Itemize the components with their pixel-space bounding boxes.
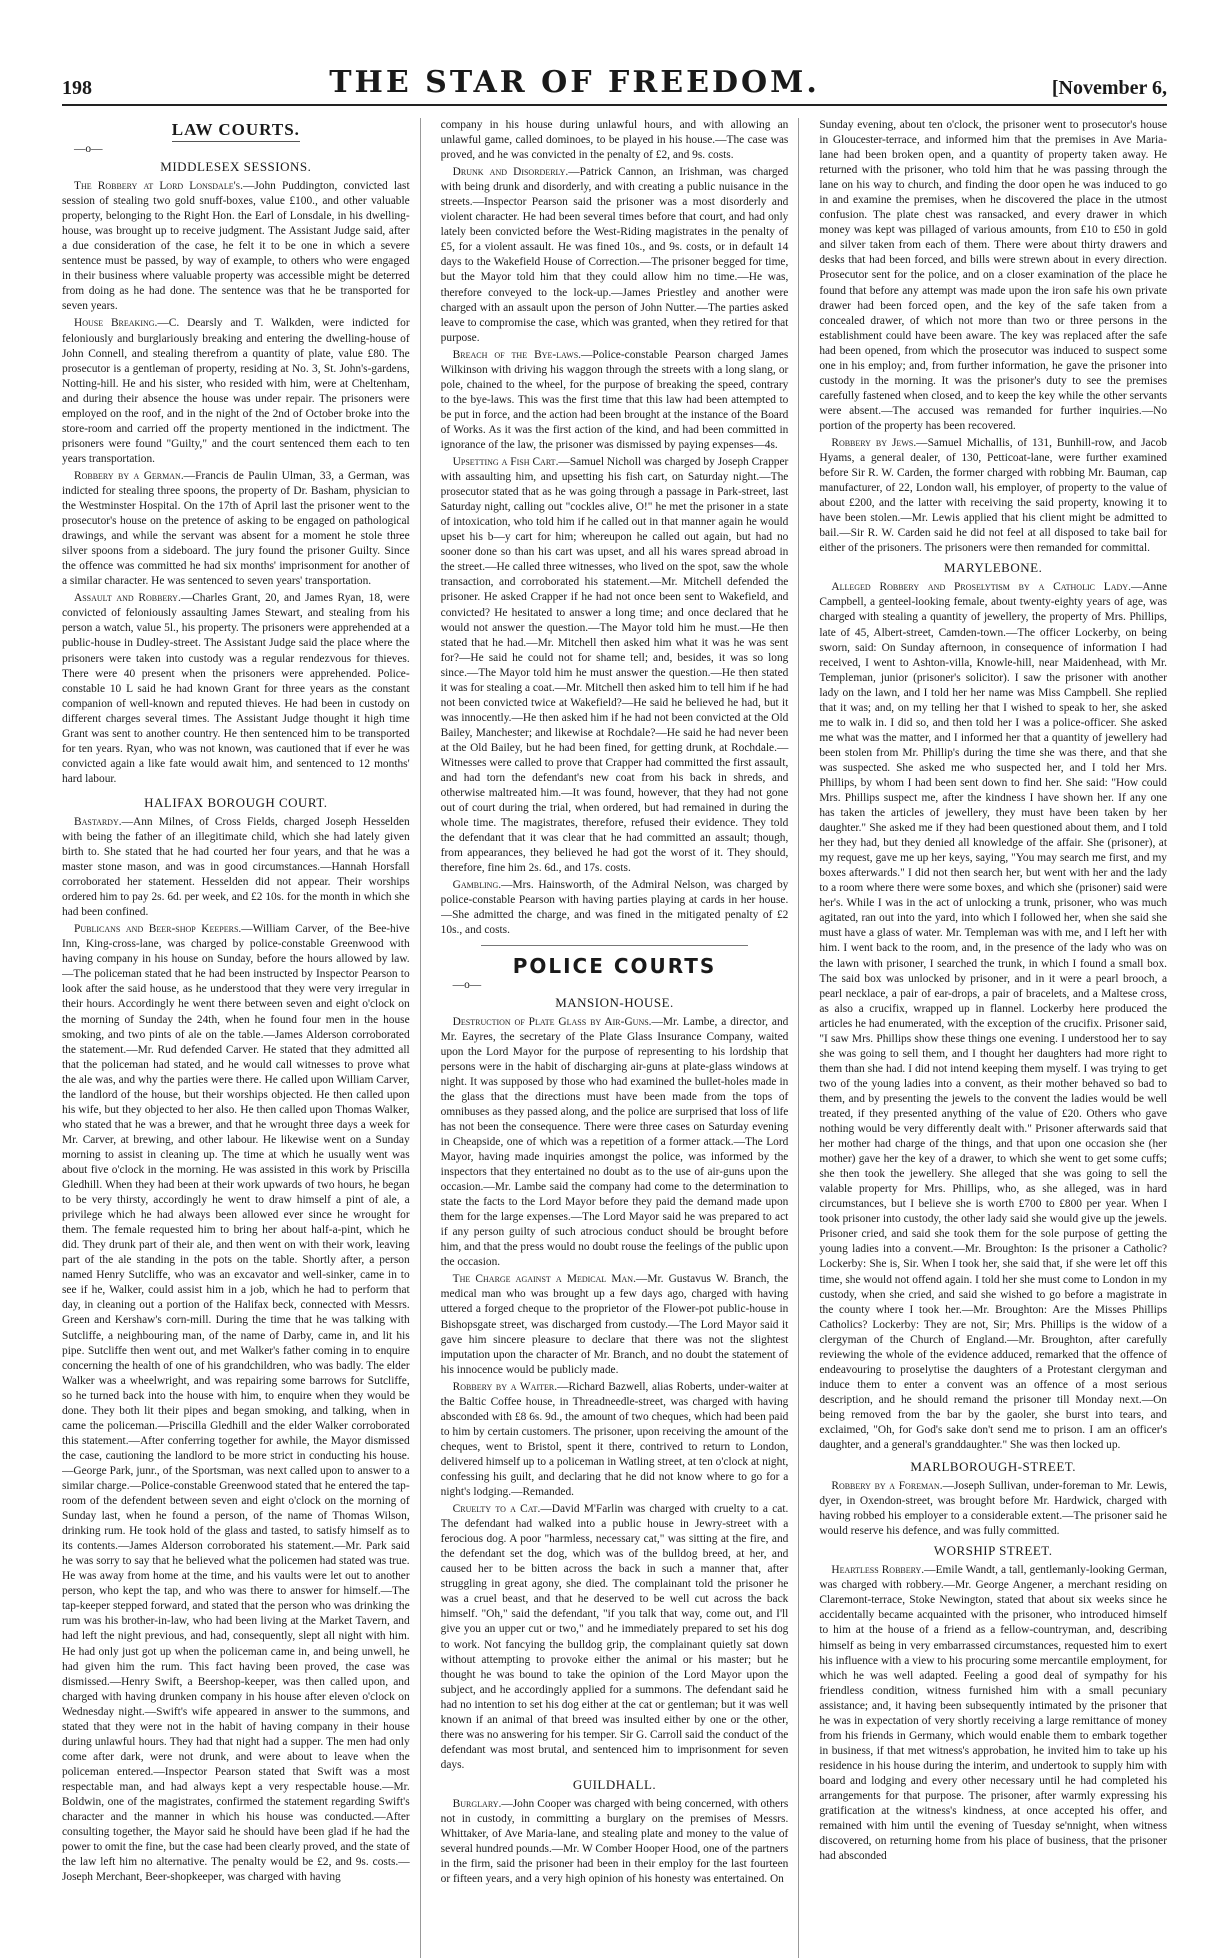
column-2 bbox=[441, 118, 800, 1958]
paragraph-text: —Mr. Gustavus W. Branch, the medical man who was brought up a few days ago, charged with having uttered a forged cheque to the proprietor of the Flower-pot public-house in Bishopsgate street, was discharged from custody.—The Lord Mayor said it gave him sincere pleasure to declare that there was not the slightest imputation upon the character of Mr. Branch, and no doubt the statement of his innocence would be publicly made. bbox=[440, 1273, 789, 1376]
subheading-middlesex-sessions: MIDDLESEX SESSIONS. bbox=[160, 159, 312, 175]
issue-date: [November 6, bbox=[1051, 77, 1167, 99]
subheading-marylebone: MARYLEBONE. bbox=[944, 560, 1043, 576]
article-paragraph bbox=[62, 179, 410, 314]
article-paragraph bbox=[441, 165, 789, 346]
article-paragraph bbox=[62, 815, 410, 920]
article-paragraph bbox=[441, 1272, 789, 1377]
article-paragraph bbox=[441, 878, 789, 938]
subheading-marlborough-street: MARLBOROUGH-STREET. bbox=[910, 1459, 1076, 1475]
column-1 bbox=[62, 118, 421, 1958]
section-title-law-courts: LAW COURTS. bbox=[172, 120, 300, 142]
paragraph-lead: Breach of the Bye-laws. bbox=[452, 348, 581, 361]
article-paragraph bbox=[441, 1380, 789, 1500]
paragraph-text: —David M'Farlin was charged with cruelty to a cat. The defendant had walked into a public house in Jewry-street with a ferocious dog. A poor "harmless, necessary cat," was sitting at the fire, and the defendant set the dog, which was of the bulldog breed, at her, and caused her to be bitten across the back in such a manner that, after struggling in great agony, she died. The complainant told the prisoner he was a cruel beast, and that he deserved to be well cut across the back himself. "Oh," said the defendant, "if you talk that way, come out, and I'll give you an upper cut or two," and he immediately prepared to set his dog to work. Not fancying the bulldog grip, the complainant quietly sat down without attempting to provoke either the animal or his master; but he thought he was bound to take the opinion of the Lord Mayor upon the subject, and he accordingly applied for a summons. The defendant said he had no intention to set his dog either at the cat or gentleman; but it was well known if an animal of that breed was insulted either by one or the other, there was no answering for his temper. Sir G. Carroll said the conduct of the defendant was most brutal, and sentenced him to imprisonment for seven days. bbox=[440, 1503, 789, 1771]
paragraph-text: —Richard Bazwell, alias Roberts, under-waiter at the Baltic Coffee house, in Threadneedle-street, was charged with having absconded with £8 6s. 9d., the amount of two cheques, which had been paid to him by certain customers. The prisoner, upon receiving the amount of the cheques, went to Bristol, spent it there, contrived to return to London, delivered himself up to a policeman in Watling street, at ten o'clock at night, confessing his guilt, and declaring that he did not know where to go for a night's lodging.—Remanded. bbox=[440, 1380, 789, 1499]
paragraph-lead: Robbery by a German. bbox=[74, 469, 184, 482]
paragraph-text: company in his house during unlawful hours, and with allowing an unlawful game, called dominoes, to be played in his house.—The case was proved, and he was convicted in the penalty of £2, and 9s. costs. bbox=[440, 119, 789, 162]
paragraph-text: —Mr. Lambe, a director, and Mr. Eayres, the secretary of the Plate Glass Insurance Company, waited upon the Lord Mayor for the purpose of representing to his lordship that persons were in the habit of discharging air-guns at plate-glass windows at night. It was supposed by those who had examined the bullet-holes made in the glass that the directions must have been made from the tops of omnibuses as they passed along, and the police are surprised that loss of life has not been the consequence. There were three cases on Saturday evening in Cheapside, one of which was a repetition of a former attack.—The Lord Mayor, having made inquiries amongst the police, was informed by the inspectors that they entertained no doubt as to the use of air-guns upon the occasion.—Mr. Lambe said the company had come to the determination to state the facts to the Lord Mayor before they paid the demand made upon them for the large expenses.—The Lord Mayor said he was prepared to act if any person guilty of such atrocious conduct should be brought before him, and that the press would no doubt rouse the feelings of the public upon the occasion. bbox=[440, 1015, 789, 1269]
article-paragraph bbox=[441, 1502, 789, 1773]
paragraph-text: —Ann Milnes, of Cross Fields, charged Joseph Hesselden with being the father of an illegitimate child, which she had lately given birth to. She stated that he had courted her four years, and that he was a master stone mason, and was in good circumstances.—Hannah Horsfall corroborated her statement. Hesselden did not appear. Their worships ordered him to pay 2s. 6d. per week, and £2 10s. for the month in which she had been confined. bbox=[62, 815, 410, 919]
paragraph-lead: Gambling. bbox=[452, 879, 502, 892]
paragraph-text: —John Cooper was charged with being concerned, with others not in custody, in committing a burglary on the premises of Messrs. Whittaker, of Ave Maria-lane, and stealing plate and money to the value of several hundred pounds.—Mr. W Comber Hooper Hood, one of the partners in the firm, said the prisoner had been in their employ for the last fourteen or fifteen years, and a very high opinion of his honesty was entertained. On bbox=[440, 1797, 789, 1886]
paragraph-lead: Heartless Robbery. bbox=[831, 1564, 925, 1577]
paragraph-lead: Burglary. bbox=[452, 1797, 502, 1810]
paragraph-text: —Francis de Paulin Ulman, 33, a German, was indicted for stealing three spoons, the property of Dr. Basham, physician to the Westminster Hospital. On the 17th of April last the prisoner went to the prosecutor's house on the pretence of asking to be engaged on pathological drawings, and while the servant was absent for a moment he stole three silver spoons from a sideboard. The jury found the prisoner Guilty. Since the offence was committed he had six months' imprisonment for another of a similar character. He was sentenced to seven years' transportation. bbox=[62, 469, 410, 588]
article-paragraph bbox=[819, 118, 1167, 434]
article-paragraph bbox=[819, 1563, 1167, 1864]
paragraph-lead: Drunk and Disorderly. bbox=[452, 166, 569, 179]
page-number: 198 bbox=[62, 77, 92, 99]
paragraph-lead: Robbery by Jews. bbox=[831, 436, 917, 449]
paragraph-text: —John Puddington, convicted last session of stealing two gold snuff-boxes, value £100., and other valuable property, belonging to the Right Hon. the Earl of Lonsdale, in his dwelling-house, was brought up to receive judgment. The Assistant Judge said, after a due consideration of the case, he felt it to be one in which a severe sentence must be passed, by way of example, to others who were engaged in their business where valuable property was accessible might be deterred from doing as he had done. The sentence was that he be transported for seven years. bbox=[62, 180, 410, 313]
paragraph-lead: Destruction of Plate Glass by Air-Guns. bbox=[452, 1015, 652, 1028]
paragraph-lead: Publicans and Beer-shop Keepers. bbox=[74, 923, 242, 936]
column-3 bbox=[819, 118, 1167, 1958]
section-title-police-courts: POLICE COURTS bbox=[512, 953, 717, 978]
paragraph-text: —Mrs. Hainsworth, of the Admiral Nelson, was charged by police-constable Pearson with having parties playing at cards in her house.—She admitted the charge, and was fined in the mitigated penalty of £2 10s., and costs. bbox=[440, 879, 789, 937]
paragraph-text: —Joseph Sullivan, under-foreman to Mr. Lewis, dyer, in Oxendon-street, was brought before Mr. Hardwick, charged with having robbed his employer to a considerable extent.—The prisoner said he would reserve his defence, and was fully committed. bbox=[819, 1480, 1168, 1538]
paragraph-lead: Upsetting a Fish Cart. bbox=[452, 456, 559, 469]
newspaper-title: THE STAR OF FREEDOM. bbox=[329, 65, 820, 100]
paragraph-lead: Bastardy. bbox=[74, 815, 122, 828]
paragraph-lead: Alleged Robbery and Proselytism by a Catholic Lady. bbox=[831, 581, 1131, 594]
paragraph-lead: Cruelty to a Cat. bbox=[452, 1503, 541, 1516]
paragraph-text: —William Carver, of the Bee-hive Inn, King-cross-lane, was charged by police-constable Greenwood with having company in his house on Sunday, before the hours allowed by law.—The policeman stated that he had been instructed by Inspector Pearson to look after the said house, as he understood that they were very irregular in their hours. Accordingly he went there between seven and eight o'clock on the morning of Sunday the 24th, when he found four men in the house smoking, and two pints of ale on the table.—James Alderson corroborated the statement.—Mr. Rud defended Carver. He stated that they admitted all that the policeman had stated, and he would call witnesses to prove what the ale was, and why the parties were there. He called upon William Carver, the landlord of the house, but their worships objected. He then called upon his wife, but they objected to her also. He then called upon Thomas Walker, who stated that he was a brewer, and that he wrought three days a week for Mr. Carver, at brewing, and other labour. He likewise went on a Sunday morning to assist in cleaning up. The time at which he usually went was about five o'clock in the morning. He was assisted in this work by Priscilla Gledhill. When they had been at their work upwards of two hours, he began to be very thirsty, accordingly he went to draw himself a pint of ale, a privilege which he had always been allowed ever since he wrought for them. The female requested him to bring her about half-a-pint, which he did. They drunk part of their ale, and then went on with their work, leaving part of the ale standing in the pots on the table. Shortly after, a person named Henry Sutcliffe, who was an excavator and well-sinker, came in to see if he, Walker, could assist him in a job, which he had to perform that day, in cleaning out a portion of the Halifax beck, connected with Messrs. Green and Kershaw's corn-mill. During the time that he was talking with Sutcliffe, a neighbouring man, of the name of Darby, came in, and lit his pipe. Sutcliffe then went out, and met Walker's father coming in to enquire concerning the health of one of his grandchildren, who was badly. The elder Walker was a wheelwright, and was repairing some barrows for Sutcliffe, so he turned back into the house with him, to enquire when they would be done. They both lit their pipes and began smoking, and talking, when in came the policeman.—Priscilla Gledhill and the elder Walker corroborated this statement.—After conferring together for awhile, the Mayor dismissed the case, cautioning the landlord to be more strict in conducting his house.—George Park, junr., of the Sportsman, was next called upon to answer to a similar charge.—Police-constable Greenwood stated that he entered the tap-room of the defendent between seven and eight o'clock on the morning of Sunday last, when he found a person, of the name of Thomas Wilson, drinking rum. He took hold of the glass and tasted, to satisfy himself as to its contents.—James Alderson corroborated his statement.—Mr. Park said he was sorry to say that he believed what the policemen had stated was true. He was away from home at the time, and his vaults were let out to another person, who kept the tap, and who was there to answer for himself.—The tap-keeper stepped forward, and stated that the person who was drinking the rum was his brother-in-law, who had been living at the Market Tavern, and had left the night previous, and had, consequently, slept all night with him. He had only just got up when the policeman came in, and being unwell, he had given him the rum. This fact having been proved, the case was dismissed.—Henry Swift, a Beershop-keeper, was then called upon, and charged with having drunken company in his house after eleven o'clock on Wednesday night.—Swift's wife appeared in answer to the summons, and stated that they were not in the habit of having company in their house during unlawful hours. They had that night had a supper. The men had only come after dark, were not drunk, and were about to leave when the policeman entered.—Inspector Pearson stated that Swift was a most respectable man, and had always kept a very respectable house.—Mr. Boldwin, one of the magistrates, confirmed the statement regarding Swift's character and the manner in which his house was conducted.—After consulting together, the Mayor said he should have been glad if he had the power to omit the fine, but the case had been clearly proved, and the state of the law left him no alternative. The penalty would be £2, and 9s. costs.—Joseph Merchant, Beer-shopkeeper, was charged with having bbox=[62, 923, 410, 1884]
subheading-halifax-borough-court: HALIFAX BOROUGH COURT. bbox=[144, 794, 328, 810]
divider: —o— bbox=[74, 143, 103, 155]
paragraph-lead: The Charge against a Medical Man. bbox=[452, 1273, 636, 1286]
subheading-mansion-house: MANSION-HOUSE. bbox=[555, 994, 674, 1010]
article-paragraph bbox=[819, 436, 1167, 556]
article-paragraph bbox=[441, 348, 789, 453]
paragraph-text: —Samuel Nicholl was charged by Joseph Crapper with assaulting him, and upsetting his fish cart, on Saturday night.—The prosecutor stated that as he was going through a passage in Park-street, last Saturday night, calling out "cockles alive, O!" he met the prisoner in a state of intoxication, who told him if he called out in that manner again he would upset his b—y cart for him; whereupon he called out again, but had no sooner done so than his cart was upset, and all his wares spread abroad in the street.—He called three witnesses, who lived on the spot, saw the whole transaction, and corroborated his statement.—Mr. Mitchell defended the prisoner. He asked Crapper if he had not once been sent to Wakefield, and convicted? He hesitated to answer a long time; and once declared that he would not answer the question.—The Mayor told him he must.—He then stated that he had.—Mr. Mitchell then asked him what it was he was sent for?—He said he could not for shame tell; and, besides, it was so long since.—The Mayor told him he must answer the question.—He then stated it was for stealing a coat.—Mr. Mitchell then asked him to tell him if he had not been convicted twice at Wakefield?—He said he believed he had, but it was innocently.—He then asked him if he had not been convicted at the Old Bailey, Manchester; and likewise at Rochdale?—He said he had never been at the Old Bailey, but he had been fined, for getting drunk, at Rochdale.—Witnesses were called to prove that Crapper had committed the first assault, and had torn the defendant's new coat from his back in shreds, and otherwise maltreated him.—It was found, however, that they had not gone out of court during the trial, when ordered, but had remained in during the whole time. The magistrates, therefore, refused their evidence. They told the defendant that it was clear that he had committed an assault; though, from appearances, they believed he had got the worst of it. They should, therefore, fine him 2s. 6d., and 17s. costs. bbox=[440, 456, 789, 875]
paragraph-text: —Patrick Cannon, an Irishman, was charged with being drunk and disorderly, and with creating a public nuisance in the streets.—Inspector Pearson said the prisoner was a most disorderly and violent character. He had been several times before that court, and had only lately been convicted before the West-Riding magistrates in the penalty of £5, for a violent assault. He was fined 10s., and 9s. costs, or in default 14 days to the Wakefield House of Correction.—The prisoner begged for time, but the Mayor told him that they could allow him no time.—He was, therefore conveyed to the lock-up.—James Priestley and another were charged with an assault upon the person of John Nutter.—The parties asked leave to compromise the case, which was granted, when they retired for that purpose. bbox=[440, 166, 789, 344]
paragraph-lead: Robbery by a Waiter. bbox=[452, 1380, 558, 1393]
paragraph-text: —Samuel Michallis, of 131, Bunhill-row, and Jacob Hyams, a general dealer, of 130, Petticoat-lane, were further examined before Sir R. W. Carden, the former charged with robbing Mr. Bauman, cap manufacturer, of 22, London wall, his employer, of property to the value of about £200, and the latter with receiving the said property, knowing it to have been stolen.—Mr. Lewis applied that his client might be admitted to bail.—Sir R. W. Carden said he did not feel at all disposed to take bail for either of the prisoners. The prisoners were then remanded for committal. bbox=[819, 436, 1168, 555]
article-paragraph bbox=[441, 1015, 789, 1271]
paragraph-lead: Assault and Robbery. bbox=[74, 592, 181, 605]
article-paragraph bbox=[62, 316, 410, 466]
article-paragraph bbox=[441, 118, 789, 163]
paragraph-text: Sunday evening, about ten o'clock, the prisoner went to prosecutor's house in Gloucester-terrace, and informed him that the premises in Ave Maria-lane had been broken open, and a quantity of property taken away. He returned with the prisoner, who told him that he was passing through the lane on his way to church, and finding the door open he was induced to go in and examine the premises, when he discovered the place in the utmost confusion. The plate chest was ransacked, and every drawer in which money was kept was pillaged of various amounts, from £10 to £50 in gold and silver taken from each of them. There were about thirty drawers and desks that had been forced, and bills were strewn about in every direction. Prosecutor sent for the police, and on a closer examination of the place he found that before any attempt was made upon the iron safe his own private drawer had been forced open, and the key of the safe taken from a concealed drawer, of which not more than two or three persons in the establishment could have been aware. The key was replaced after the safe had been opened, from which the prosecutor was induced to suspect some one in his employ; and, from further information, he gave the prisoner into custody in the morning. It was the prisoner's duty to see the premises carefully fastened when closed, and to keep the key while the other servants were absent.—The accused was remanded for further inquiries.—No portion of the property has been recovered. bbox=[819, 119, 1168, 432]
paragraph-text: —Police-constable Pearson charged James Wilkinson with driving his waggon through the streets with a long slang, or pole, chained to the wheel, for the purpose of breaking the speed, contrary to the bye-laws. This was the first time that this law had been attempted to be put in force, and the action had been brought at the instance of the Board of Works. As it was the first action of the kind, and had been committed in ignorance of the law, the prisoner was dismissed by paying expenses—4s. bbox=[440, 348, 789, 451]
paragraph-text: —Charles Grant, 20, and James Ryan, 18, were convicted of feloniously assaulting James Stewart, and stealing from his person a watch, value 5l., his property. The prisoners were apprehended at a public-house in Dudley-street. The Assistant Judge said the place where the prisoners were taken into custody was a regular rendezvous for thieves. There were 40 present when the prisoners were apprehended. Police-constable 10 L said he had known Grant for three years as the constant companion of well-known and reputed thieves. He had been in custody on different charges several times. The Assistant Judge thought it high time Grant was sent to another country. He then sentenced him to be transported for ten years. Ryan, who was not known, was cautioned that if ever he was convicted again a like fate would await him, and sentenced to 12 months' hard labour. bbox=[62, 592, 410, 785]
section-rule bbox=[481, 945, 749, 946]
article-paragraph bbox=[819, 1479, 1167, 1539]
article-paragraph bbox=[441, 455, 789, 876]
subheading-guildhall: GUILDHALL. bbox=[572, 1776, 657, 1792]
paragraph-lead: Robbery by a Foreman. bbox=[831, 1480, 943, 1493]
divider: —o— bbox=[452, 978, 482, 991]
paragraph-text: —Anne Campbell, a genteel-looking female, about twenty-eighty years of age, was charged with stealing a quantity of jewellery, the property of Mrs. Phillips, late of 45, Albert-street, Camden-town.—The officer Lockerby, on being sworn, said: On Sunday afternoon, in consequence of information I had received, I went to Ashton-villa, Knowle-hill, near Maidenhead, with Mr. Templeman, junior (prisoner's solicitor). I saw the prisoner with another lady on the lawn, and I told her her name was Miss Campbell. She replied that it was; and, on my telling her that I wished to speak to her, she asked me to walk in. I did so, and then told her I was a police-officer. She asked me what was the matter, and I informed her that a quantity of jewellery had been stolen from Mr. Phillip's during the time she was there, and that she was suspected. She asked me who suspected her, and I told her Mrs. Phillips, by whom I had been sent down to find her. She said: "How could Mrs. Phillips suspect me, after the kindness I have shown her. If any one has taken the articles of jewellery, they must have been taken by her daughter." She asked me if they had been questioned about them, and I told her they had, but they denied all knowledge of the affair. She (prisoner), at my request, gave me up her keys, saying, "You may search me first, and my boxes afterwards." I did not then search her, but went with her and the lady to a room where there were some boxes, and which she (prisoner) said were her's. While I was in the act of unlocking a trunk, prisoner, who was much agitated, ran out into the yard, into which I followed her, when she said she must have a glass of water. Mr. Templeman was with me, and I left her with him. I went back to the room, and, in the presence of the lady who was on the lawn with prisoner, I searched the trunk, in which I found a small box. The said box was unlocked by prisoner, and in it were a pearl brooch, a pearl necklace, a pair of ear-drops, a pair of bracelets, and a Maltese cross, as also a crucifix, wrapped up in flannel. Lockerby here produced the articles he had enumerated, with the exception of the crucifix. Prisoner said, "I saw Mrs. Phillips show these things one evening. I understood her to say she was going to sell them, and I thought her daughters had more right to them than she had. I did not intend keeping them myself. I was trying to get two of the young ladies into a convent, as their mother behaved so bad to them, and by presenting the jewels to the convent the ladies would be well treated, if they presented anything of the value of £20. Others who gave nothing would be very differently dealt with." Prisoner afterwards said that her mother had charge of the things, and that upon one occasion she (her mother) gave her the key of a drawer, to which she went to get some cuffs; she then took the jewellery. She alleged that she was going to sell the valable property for Mrs. Phillips, who, as she alleged, was in hard circumstances, but I believe she is worth £700 to £800 per year. When I took prisoner into custody, the other lady said she would give up the jewels. Prisoner cried, and said she took them for the sole purpose of getting the young ladies into a convent.—Mr. Broughton: Is the prisoner a Catholic? Lockerby: She is, Sir. When I took her, she said that, if she were let off this time, she would not offend again. I told her she must come to London in my custody, when she cried, and said she wished to go before a magistrate in the county where I took her.—Mr. Broughton: Are the Misses Phillips Catholics? Lockerby: They are not, Sir; Mrs. Phillips is the widow of a clergyman of the Church of England.—Mr. Broughton, after carefully reviewing the whole of the evidence adduced, remarked that the offence of endeavouring to proselytise the daughters of a Protestant clergyman and induce them to enter a convent was an offence of a most serious description, and he should remand the prisoner till Monday next.—On being removed from the bar by the gaoler, she burst into tears, and exclaimed, "Oh, for God's sake don't send me to prison. I am an officer's daughter, and a general's granddaughter." She was then locked up. bbox=[819, 581, 1168, 1452]
paragraph-text: —C. Dearsly and T. Walkden, were indicted for feloniously and burglariously breaking and entering the dwelling-house of John Connell, and stealing therefrom a quantity of plate, value £80. The prosecutor is a gentleman of property, residing at No. 3, St. John's-gardens, Notting-hill. He and his sister, who resided with him, were at Cheltenham, and during their absence the house was under repair. The prisoners were employed on the roof, and in the night of the 2nd of October broke into the store-room and carried off the property mentioned in the indictment. The prisoners were found "Guilty," and the court sentenced them each to ten years transportation. bbox=[62, 317, 410, 465]
subheading-worship-street: WORSHIP STREET. bbox=[933, 1543, 1053, 1559]
article-paragraph bbox=[819, 580, 1167, 1453]
paragraph-lead: House Breaking. bbox=[74, 317, 158, 330]
paragraph-lead: The Robbery at Lord Lonsdale's. bbox=[74, 180, 243, 193]
article-paragraph bbox=[62, 591, 410, 787]
article-paragraph bbox=[62, 469, 410, 589]
article-paragraph bbox=[62, 922, 410, 1885]
paragraph-text: —Emile Wandt, a tall, gentlemanly-looking German, was charged with robbery.—Mr. George Angener, a merchant residing on Claremont-terrace, Stoke Newington, stated that about six weeks since he accidentally became acquainted with the prisoner, who introduced himself to him at the house of a friend as a fellow-countryman, and, describing himself as being in very embarrassed circumstances, requested him to exert his influence with a view to his procuring some mercantile employment, for which he was well adapted. Feeling a good deal of sympathy for his friendless condition, witness furnished him with a small pecuniary assistance; and, it having been subsequently intimated by the prisoner that he was in expectation of very shortly receiving a large remittance of money from his friends in Germany, which would enable them to embark together in business, if that met witness's approbation, he invited him to take up his residence in his house during the interim, and undertook to supply him with board and lodging and every other necessary until he had completed his arrangements for that purpose. The prisoner, after warmly expressing his gratification at the witness's kindness, at once accepted his offer, and remained with him until the evening of Tuesday se'nnight, when witness discovered, on returning home from his place of business, that the prisoner had absconded bbox=[819, 1564, 1168, 1863]
article-paragraph bbox=[441, 1797, 789, 1887]
masthead bbox=[62, 56, 1167, 106]
article-columns bbox=[62, 118, 1167, 1958]
